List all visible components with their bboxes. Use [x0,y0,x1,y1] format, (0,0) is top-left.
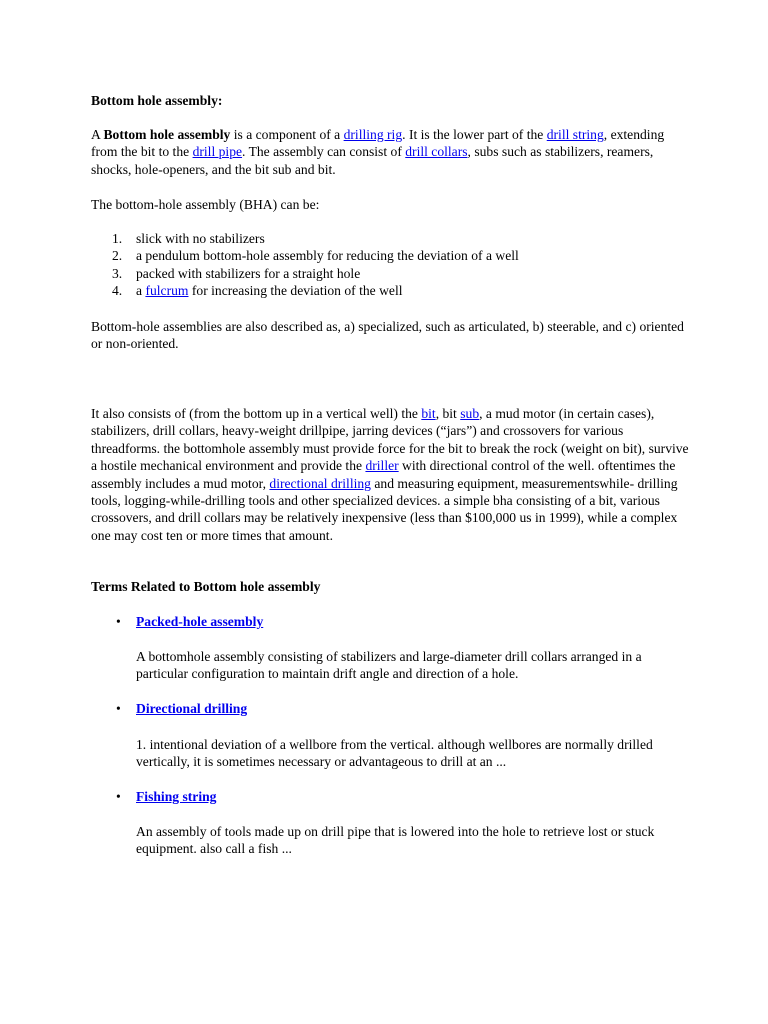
term-title-row [116,788,217,805]
link-bit[interactable]: bit [421,406,436,421]
term-description: A bottomhole assembly consisting of stabilizers and large-diameter drill collars arranged in a particular configuration to maintain drift angle and direction of a hole. [136,649,642,682]
term-description: 1. intentional deviation of a wellbore from the vertical. although wellbores are normally drilled vertically, it is sometimes necessary or advantageous to drill at an ... [136,737,653,770]
link-directional-drilling-term[interactable]: Directional drilling [136,701,248,716]
bha-intro: The bottom-hole assembly (BHA) can be: [91,197,320,212]
list-item: 4. a fulcrum for increasing the deviation of the well [112,283,403,299]
link-fulcrum[interactable]: fulcrum [145,283,189,299]
terms-heading: Terms Related to Bottom hole assembly [91,579,321,594]
term-title-row [116,613,264,630]
list-item: 1. slick with no stabilizers [112,231,265,246]
term-title-row [116,700,248,717]
bullet-icon: • [116,701,121,716]
link-drill-collars[interactable]: drill collars [405,144,468,160]
list-item: 3. packed with stabilizers for a straight hole [112,265,361,281]
consists-paragraph: It also consists of (from the bottom up in a vertical well) the bit, bit sub, a mud motor (in certain cases), stabilizers, drill collars, heavy-weight drillpipe, jarring devices (“jars”) and crossovers for various threadforms. the bottomhole assembly must provide force for the bit to break the rock (weight on bit), survive a hostile mechanical environment and provide the driller with directional control of the well. oftentimes the assembly includes a mud motor, directional drilling and measuring equipment, measurementswhile- drilling tools, logging-while-drilling tools and other specialized devices. a simple bha consisting of a bit, various crossovers, and drill collars may be relatively inexpensive (less than $100,000 us in 1999), while a complex one may cost ten or more times that amount. [91,406,689,543]
link-drilling-rig[interactable]: drilling rig [343,127,403,142]
link-fishing-string[interactable]: Fishing string [136,789,217,804]
link-driller[interactable]: driller [365,458,399,474]
bha-types-list [91,230,691,300]
link-sub[interactable]: sub [460,406,480,421]
link-packed-hole-assembly[interactable]: Packed-hole assembly [136,614,264,629]
link-directional-drilling[interactable]: directional drilling [269,475,371,491]
link-drill-string[interactable]: drill string [546,127,604,142]
described-paragraph: Bottom-hole assemblies are also described as, a) specialized, such as articulated, b) steerable, and c) oriented or non-oriented. [91,319,684,352]
bullet-icon: • [116,789,121,804]
bullet-icon: • [116,614,121,629]
list-item: 2. a pendulum bottom-hole assembly for reducing the deviation of a well [112,248,519,264]
intro-paragraph: A Bottom hole assembly is a component of a drilling rig. It is the lower part of the drill string, extending from the bit to the drill pipe. The assembly can consist of drill collars, subs such as stabilizers, reamers, shocks, hole-openers, and the bit sub and bit. [91,127,665,177]
term-description: An assembly of tools made up on drill pipe that is lowered into the hole to retrieve lost or stuck equipment. also call a fish ... [136,824,655,857]
link-drill-pipe[interactable]: drill pipe [192,144,243,160]
page-title: Bottom hole assembly: [91,93,223,108]
bha-term: Bottom hole assembly [103,127,231,142]
